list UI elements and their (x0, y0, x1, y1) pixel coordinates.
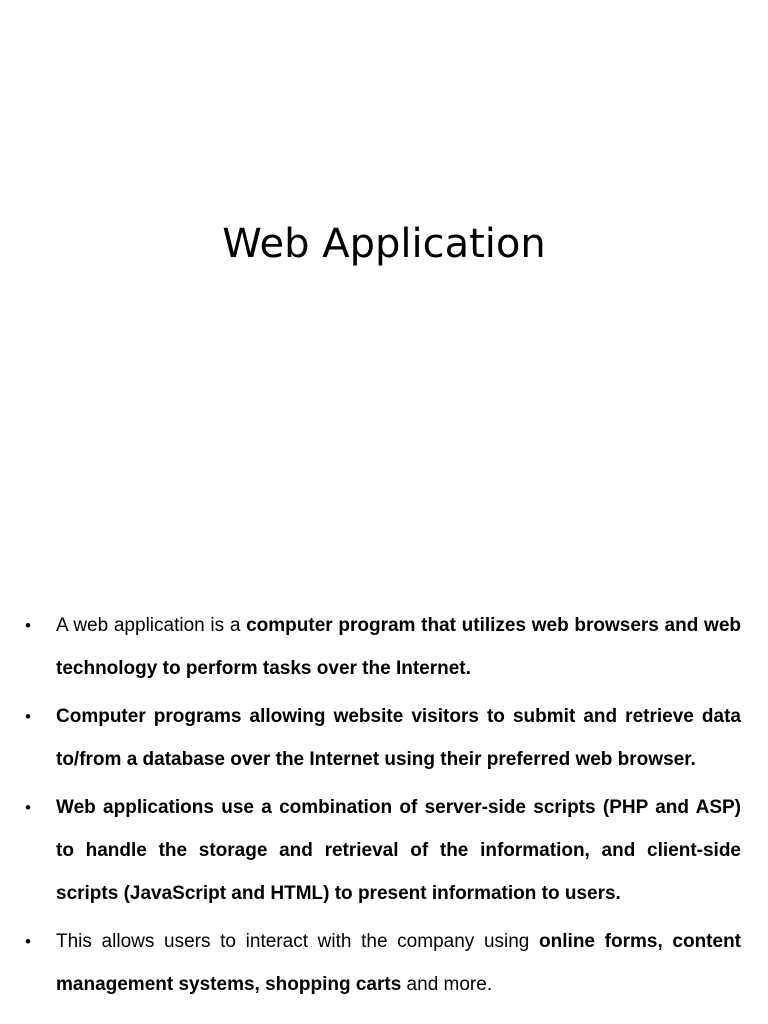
bullet-item (25, 695, 741, 781)
bullet-text-bold: Web applications use a combination of server-side scripts (PHP and ASP) to handle the storage and retrieval of the information, and client-side scripts (JavaScript and HTML) to present information to users. (56, 797, 741, 904)
bullet-text-bold: online forms, content management systems, shopping carts (56, 931, 741, 995)
bullet-item (25, 786, 741, 915)
bullet-text-bold: computer program that utilizes web browsers and web technology to perform tasks over the Internet. (56, 615, 741, 679)
bullet-text-normal: A web application is a (56, 615, 247, 636)
bullet-text-normal: This allows users to interact with the company using (56, 931, 540, 952)
bullet-item (25, 604, 741, 690)
bullet-item (25, 920, 741, 1006)
slide-title: Web Application (222, 221, 546, 267)
bullet-list (25, 604, 741, 1011)
bullet-text-bold: Computer programs allowing website visitors to submit and retrieve data to/from a database over the Internet using their preferred web browser. (56, 706, 741, 770)
bullet-icon: • (25, 932, 31, 951)
bullet-text-normal: and more. (401, 974, 493, 995)
bullet-icon: • (25, 798, 31, 817)
bullet-icon: • (25, 616, 31, 635)
bullet-icon: • (25, 707, 31, 726)
